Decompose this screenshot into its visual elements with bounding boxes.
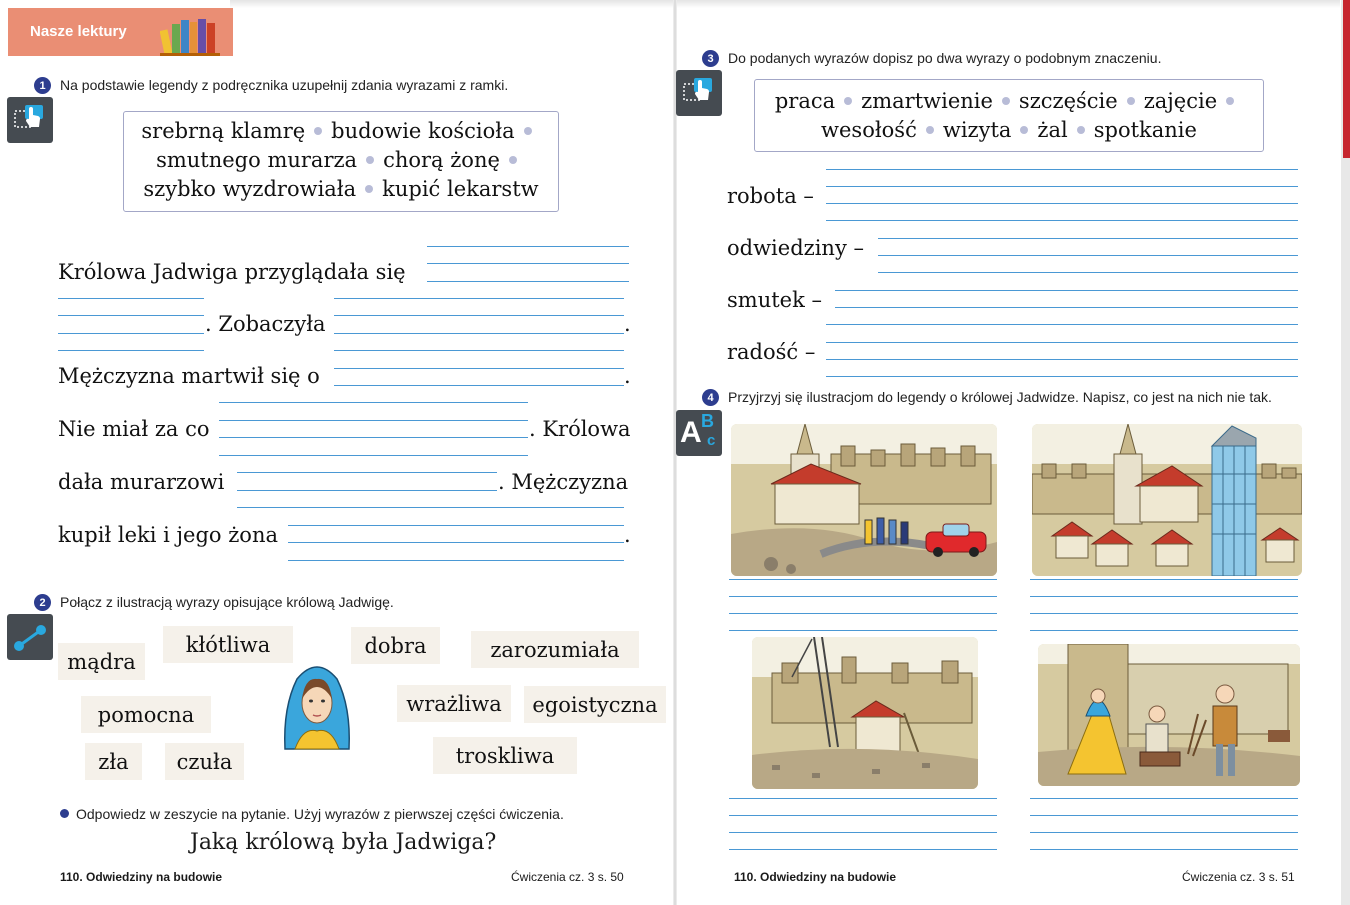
word-zal: żal <box>1037 118 1068 142</box>
task-1-word-box <box>123 111 559 212</box>
separator-dot <box>844 97 852 105</box>
sentence-4: Nie miał za co <box>58 417 210 441</box>
task-4-number: 4 <box>702 389 719 406</box>
prompt-radosc: radość – <box>727 340 816 364</box>
word-troskliwa[interactable]: troskliwa <box>433 737 577 774</box>
task-4-abc-icon: A B c <box>676 410 722 456</box>
footer-right-ref: Ćwiczenia cz. 3 s. 51 <box>1182 870 1295 884</box>
bullet-dot <box>60 809 69 818</box>
books-icon <box>160 16 222 56</box>
word-pomocna[interactable]: pomocna <box>81 696 211 733</box>
separator-dot <box>524 127 532 135</box>
sentence-2-period: . <box>624 312 631 336</box>
word-madra[interactable]: mądra <box>58 643 145 680</box>
task-1-number: 1 <box>34 77 51 94</box>
word-wizyta: wizyta <box>942 118 1012 142</box>
separator-dot <box>366 156 374 164</box>
sentence-3: Mężczyzna martwił się o <box>58 364 320 388</box>
word-klotliwa[interactable]: kłótliwa <box>163 626 293 663</box>
sentence-4-end: . Królowa <box>529 417 631 441</box>
word-zmartwienie: zmartwienie <box>861 89 993 113</box>
task-3-drag-icon <box>676 70 722 116</box>
task-2-instruction: Połącz z ilustracją wyrazy opisujące królową Jadwigę. <box>60 594 394 610</box>
separator-dot <box>1127 97 1135 105</box>
task-2-number: 2 <box>34 594 51 611</box>
word-spotkanie: spotkanie <box>1093 118 1197 142</box>
separator-dot <box>1002 97 1010 105</box>
sentence-5: dała murarzowi <box>58 470 225 494</box>
task-2-connect-icon <box>7 614 53 660</box>
sentence-3-period: . <box>624 364 631 388</box>
word-dobra[interactable]: dobra <box>351 627 440 664</box>
separator-dot <box>926 126 934 134</box>
word-budowie-kosciola: budowie kościoła <box>331 119 515 143</box>
separator-dot <box>1077 126 1085 134</box>
separator-dot <box>1020 126 1028 134</box>
word-egoistyczna[interactable]: egoistyczna <box>524 686 666 723</box>
page-edge-marker <box>1343 0 1350 158</box>
task-1-drag-icon <box>7 97 53 143</box>
word-wesolosc: wesołość <box>821 118 917 142</box>
word-zarozumiala[interactable]: zarozumiała <box>471 631 639 668</box>
section-tab-label: Nasze lektury <box>30 23 127 40</box>
word-zajecie: zajęcie <box>1143 89 1218 113</box>
queen-jadwiga-illustration[interactable] <box>275 657 359 751</box>
sentence-1: Królowa Jadwiga przyglądała się <box>58 260 406 284</box>
illustration-4 <box>1038 644 1300 786</box>
page-top-shadow <box>230 0 1340 8</box>
separator-dot <box>1226 97 1234 105</box>
word-czula[interactable]: czuła <box>165 743 244 780</box>
word-praca: praca <box>774 89 836 113</box>
word-srebrna-klamre: srebrną klamrę <box>141 119 306 143</box>
task-2-bullet-instruction: Odpowiedz w zeszycie na pytanie. Użyj wyrazów z pierwszej części ćwiczenia. <box>76 806 564 822</box>
sentence-5-end: . Mężczyzna <box>498 470 629 494</box>
illustration-1 <box>731 424 997 576</box>
prompt-odwiedziny: odwiedziny – <box>727 236 864 260</box>
task-4-instruction: Przyjrzyj się ilustracjom do legendy o królowej Jadwidze. Napisz, co jest na nich nie tak. <box>728 389 1272 405</box>
word-szybko-wyzdrowiala: szybko wyzdrowiała <box>143 177 357 201</box>
sentence-6-period: . <box>624 523 631 547</box>
word-kupic-lekarstw: kupić lekarstw <box>382 177 539 201</box>
word-chora-zone: chorą żonę <box>383 148 500 172</box>
task-2-question: Jaką królową była Jadwiga? <box>190 830 497 855</box>
footer-left-ref: Ćwiczenia cz. 3 s. 50 <box>511 870 624 884</box>
illustration-2 <box>1032 424 1302 576</box>
prompt-robota: robota – <box>727 184 814 208</box>
illustration-3 <box>752 637 978 789</box>
word-zla[interactable]: zła <box>85 743 142 780</box>
task-3-word-box <box>754 79 1264 152</box>
word-smutnego-murarza: smutnego murarza <box>156 148 358 172</box>
footer-left-title: 110. Odwiedziny na budowie <box>60 870 223 884</box>
task-1-instruction: Na podstawie legendy z podręcznika uzupełnij zdania wyrazami z ramki. <box>60 77 509 93</box>
footer-right-title: 110. Odwiedziny na budowie <box>734 870 897 884</box>
prompt-smutek: smutek – <box>727 288 822 312</box>
separator-dot <box>509 156 517 164</box>
separator-dot <box>314 127 322 135</box>
sentence-6: kupił leki i jego żona <box>58 523 278 547</box>
task-3-instruction: Do podanych wyrazów dopisz po dwa wyrazy o podobnym znaczeniu. <box>728 50 1162 66</box>
separator-dot <box>365 185 373 193</box>
word-wrazliwa[interactable]: wrażliwa <box>397 685 511 722</box>
task-3-number: 3 <box>702 50 719 67</box>
word-szczescie: szczęście <box>1018 89 1118 113</box>
sentence-2: . Zobaczyła <box>205 312 326 336</box>
